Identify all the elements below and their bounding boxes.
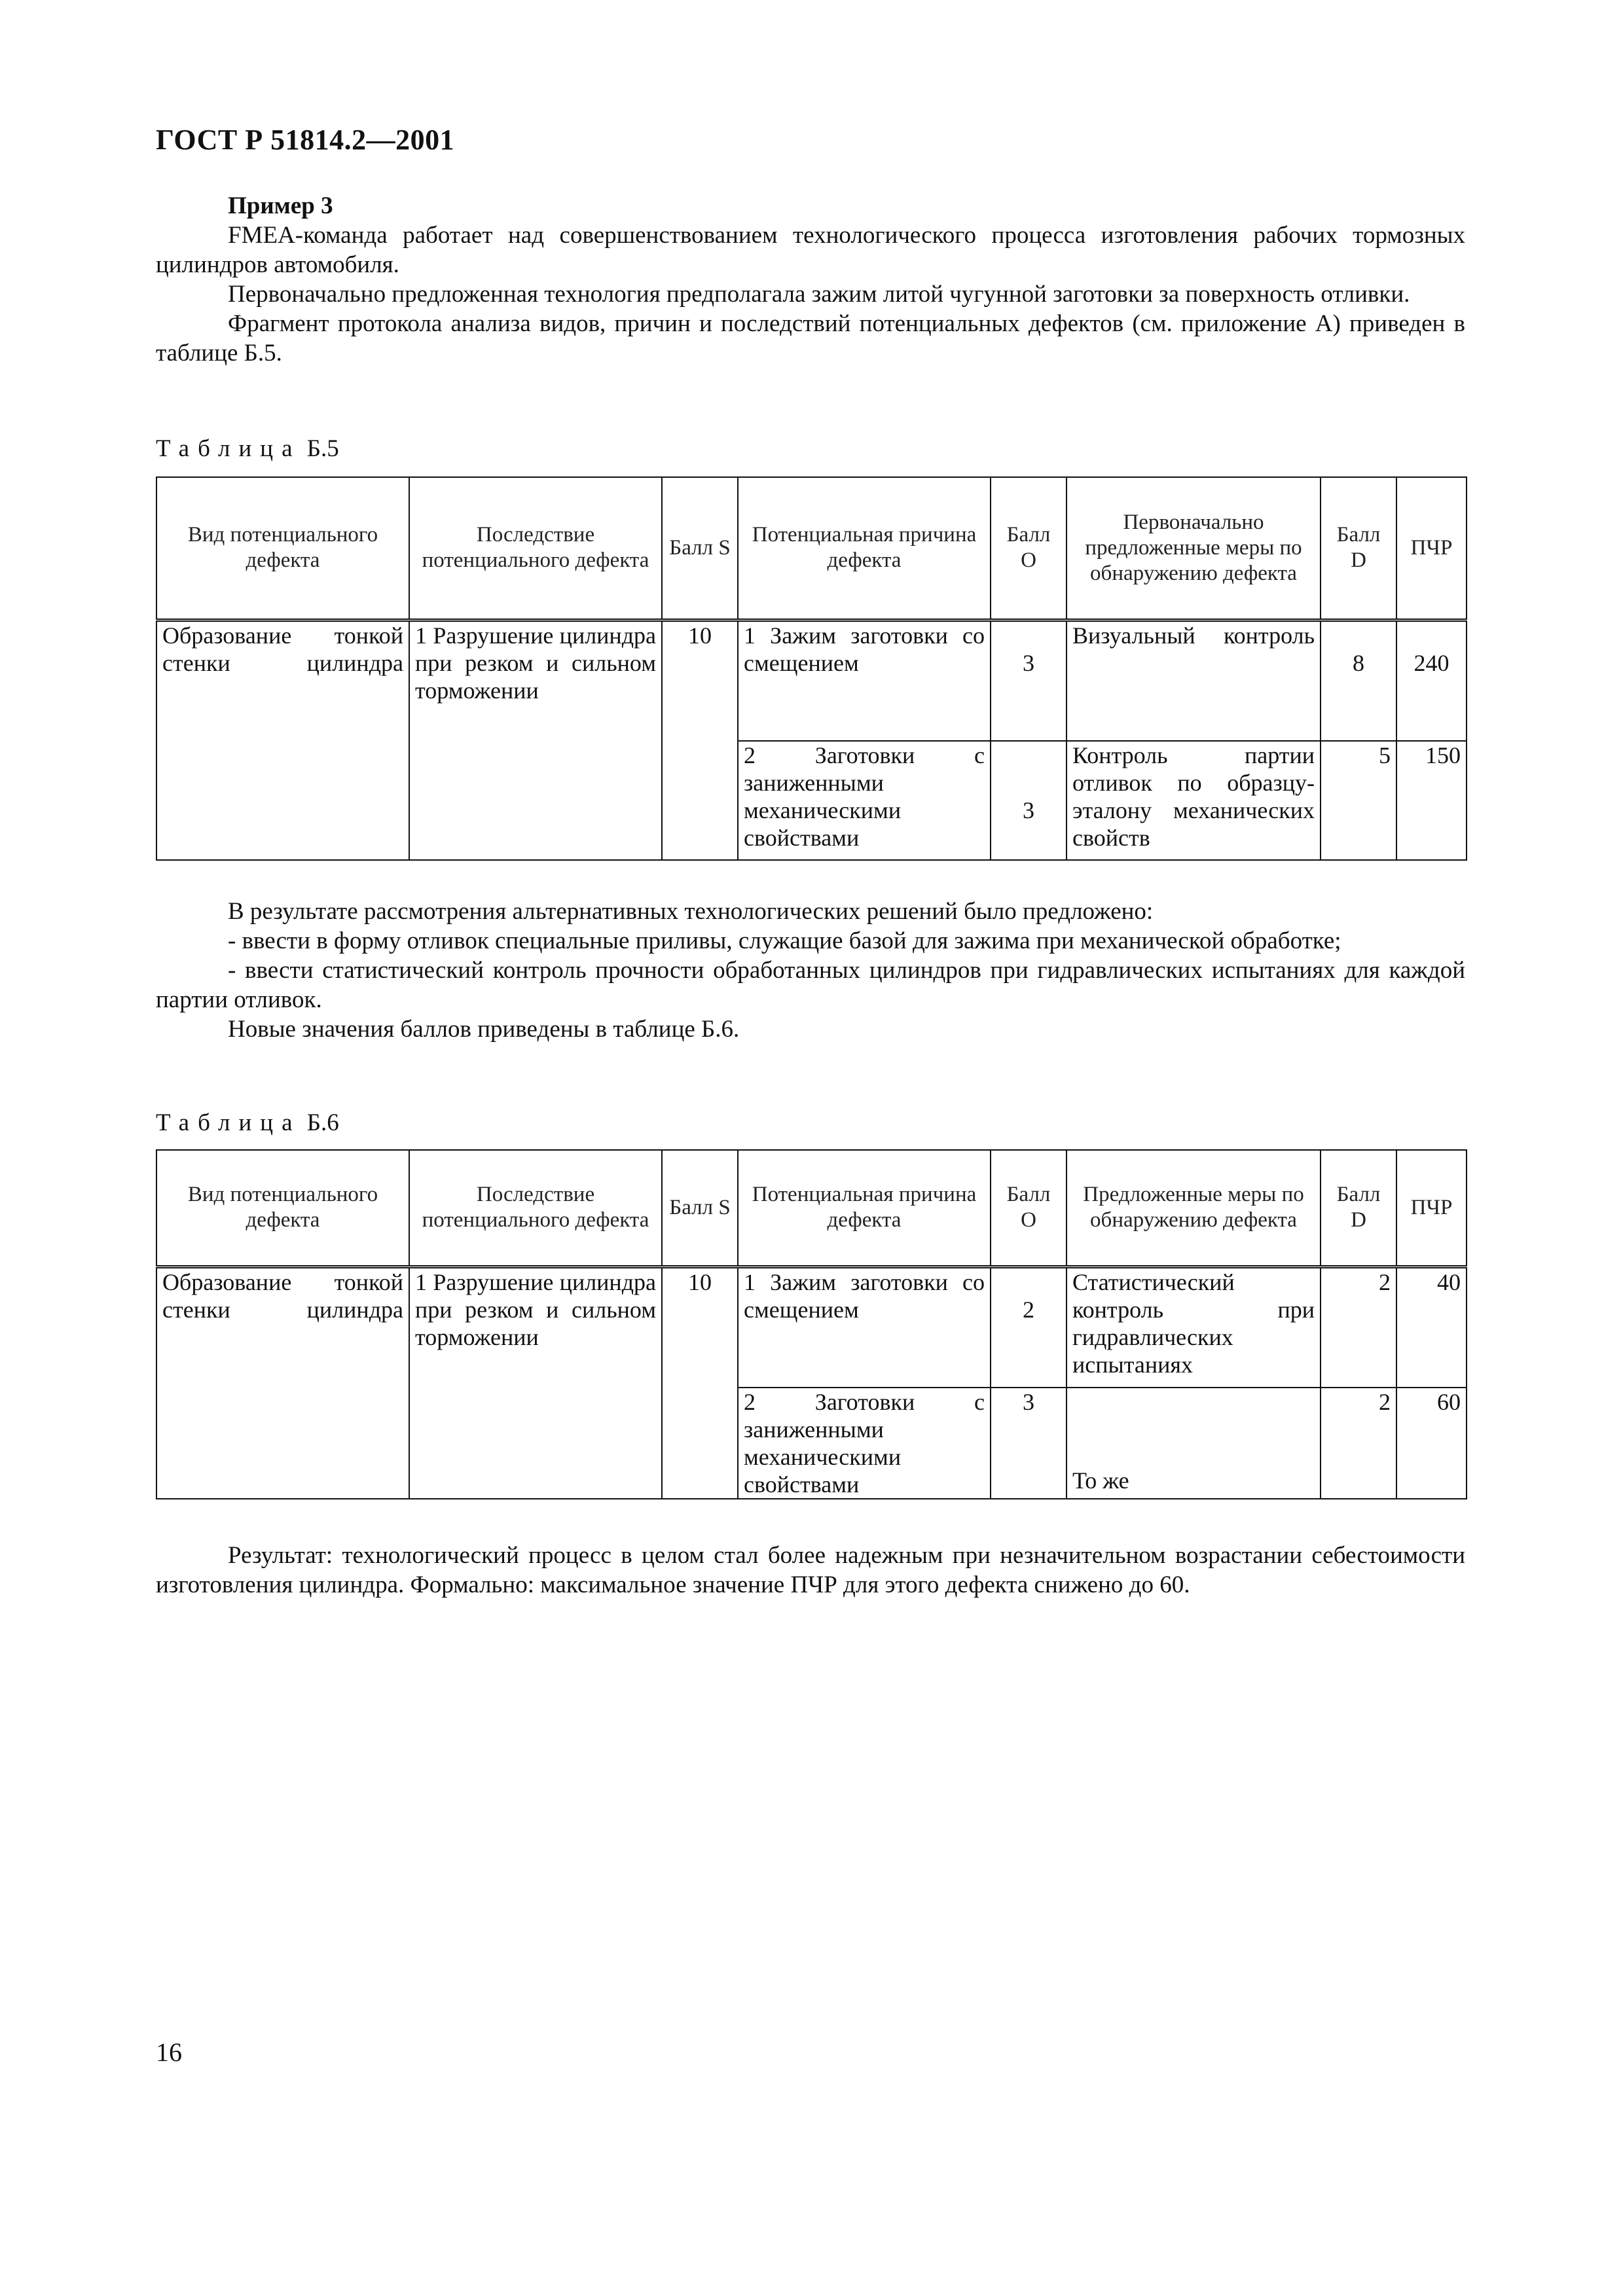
score-d-cell: 2 bbox=[1321, 1266, 1396, 1388]
score-s-cell: 10 bbox=[662, 1266, 738, 1499]
score-o-cell: 3 bbox=[991, 620, 1067, 741]
header-score-d: Балл D bbox=[1321, 477, 1396, 620]
table-row bbox=[156, 620, 1467, 741]
score-o-cell: 3 bbox=[991, 1388, 1067, 1499]
header-effect: Последствие потенциального дефекта bbox=[409, 1150, 662, 1266]
cause-cell: 2 Заготовки с заниженными механическими свойствами bbox=[738, 741, 991, 860]
header-controls: Первоначально предложенные меры по обнаружению дефекта bbox=[1067, 477, 1321, 620]
header-score-o: Балл O bbox=[991, 477, 1067, 620]
rpn-cell: 150 bbox=[1396, 741, 1467, 860]
intro-paragraph-2: Первоначально предложенная технология предполагала зажим литой чугунной заготовки за поверхность отливки. bbox=[228, 281, 1410, 308]
cause-cell: 1 Зажим заготовки со смещением bbox=[738, 620, 991, 741]
document-header: ГОСТ Р 51814.2—2001 bbox=[156, 124, 455, 156]
table-b6 bbox=[156, 1149, 1467, 1499]
header-score-o: Балл O bbox=[991, 1150, 1067, 1266]
middle-paragraph-3: - ввести статистический контроль прочности обработанных цилиндров при гидравлических испытаниях для каждой партии отливок. bbox=[156, 957, 1465, 1013]
table-caption-number: Б.6 bbox=[306, 1109, 339, 1136]
middle-section bbox=[156, 897, 1465, 1044]
example-title: Пример 3 bbox=[228, 192, 333, 219]
effect-cell: 1 Разрушение цилиндра при резком и сильном торможении bbox=[409, 620, 662, 860]
cause-cell: 1 Зажим заготовки со смещением bbox=[738, 1266, 991, 1388]
intro-paragraph-3: Фрагмент протокола анализа видов, причин и последствий потенциальных дефектов (см. приложение А) приведен в таблице Б.5. bbox=[156, 310, 1465, 367]
table-caption-number: Б.5 bbox=[306, 435, 339, 462]
header-rpn: ПЧР bbox=[1396, 1150, 1467, 1266]
score-d-cell: 8 bbox=[1321, 620, 1396, 741]
controls-cell: Контроль партии отливок по образцу-эталону механических свойств bbox=[1067, 741, 1321, 860]
middle-paragraph-4: Новые значения баллов приведены в таблице Б.6. bbox=[228, 1016, 740, 1043]
table-caption-word: Таблица bbox=[156, 1109, 301, 1136]
middle-paragraph-2: - ввести в форму отливок специальные приливы, служащие базой для зажима при механической обработке; bbox=[228, 927, 1341, 954]
header-cause: Потенциальная причина дефекта bbox=[738, 1150, 991, 1266]
header-defect: Вид потенциального дефекта bbox=[156, 477, 409, 620]
header-score-s: Балл S bbox=[662, 477, 738, 620]
rpn-cell: 60 bbox=[1396, 1388, 1467, 1499]
table-row bbox=[156, 1266, 1467, 1388]
score-o-cell: 3 bbox=[991, 741, 1067, 860]
middle-paragraph-1: В результате рассмотрения альтернативных технологических решений было предложено: bbox=[228, 898, 1154, 925]
header-rpn: ПЧР bbox=[1396, 477, 1467, 620]
effect-cell: 1 Разрушение цилиндра при резком и сильном торможении bbox=[409, 1266, 662, 1499]
header-controls: Предложенные меры по обнаружению дефекта bbox=[1067, 1150, 1321, 1266]
header-defect: Вид потенциального дефекта bbox=[156, 1150, 409, 1266]
defect-cell: Образование тонкой стенки цилиндра bbox=[156, 1266, 409, 1499]
table-b6-caption bbox=[156, 1109, 339, 1137]
intro-paragraph-1: FMEA-команда работает над совершенствованием технологического процесса изготовления рабочих тормозных цилиндров автомобиля. bbox=[156, 222, 1465, 278]
score-o-cell: 2 bbox=[991, 1266, 1067, 1388]
table-b5 bbox=[156, 476, 1467, 861]
header-score-d: Балл D bbox=[1321, 1150, 1396, 1266]
intro-section bbox=[156, 191, 1465, 368]
page-number: 16 bbox=[156, 2037, 182, 2067]
table-caption-word: Таблица bbox=[156, 435, 301, 462]
controls-cell: Визуальный контроль bbox=[1067, 620, 1321, 741]
controls-cell: Статистический контроль при гидравлических испытаниях bbox=[1067, 1266, 1321, 1388]
table-b5-caption bbox=[156, 435, 339, 463]
header-cause: Потенциальная причина дефекта bbox=[738, 477, 991, 620]
table-header-row bbox=[156, 477, 1467, 620]
defect-cell: Образование тонкой стенки цилиндра bbox=[156, 620, 409, 860]
header-score-s: Балл S bbox=[662, 1150, 738, 1266]
rpn-cell: 40 bbox=[1396, 1266, 1467, 1388]
rpn-cell: 240 bbox=[1396, 620, 1467, 741]
conclusion-paragraph: Результат: технологический процесс в целом стал более надежным при незначительном возрастании себестоимости изготовления цилиндра. Формально: максимальное значение ПЧР для этого дефекта снижено до 60. bbox=[156, 1542, 1465, 1598]
cause-cell: 2 Заготовки с заниженными механическими свойствами bbox=[738, 1388, 991, 1499]
score-s-cell: 10 bbox=[662, 620, 738, 860]
header-effect: Последствие потенциального дефекта bbox=[409, 477, 662, 620]
score-d-cell: 5 bbox=[1321, 741, 1396, 860]
conclusion-section bbox=[156, 1541, 1465, 1600]
controls-cell: То же bbox=[1067, 1388, 1321, 1499]
score-d-cell: 2 bbox=[1321, 1388, 1396, 1499]
table-header-row bbox=[156, 1150, 1467, 1266]
